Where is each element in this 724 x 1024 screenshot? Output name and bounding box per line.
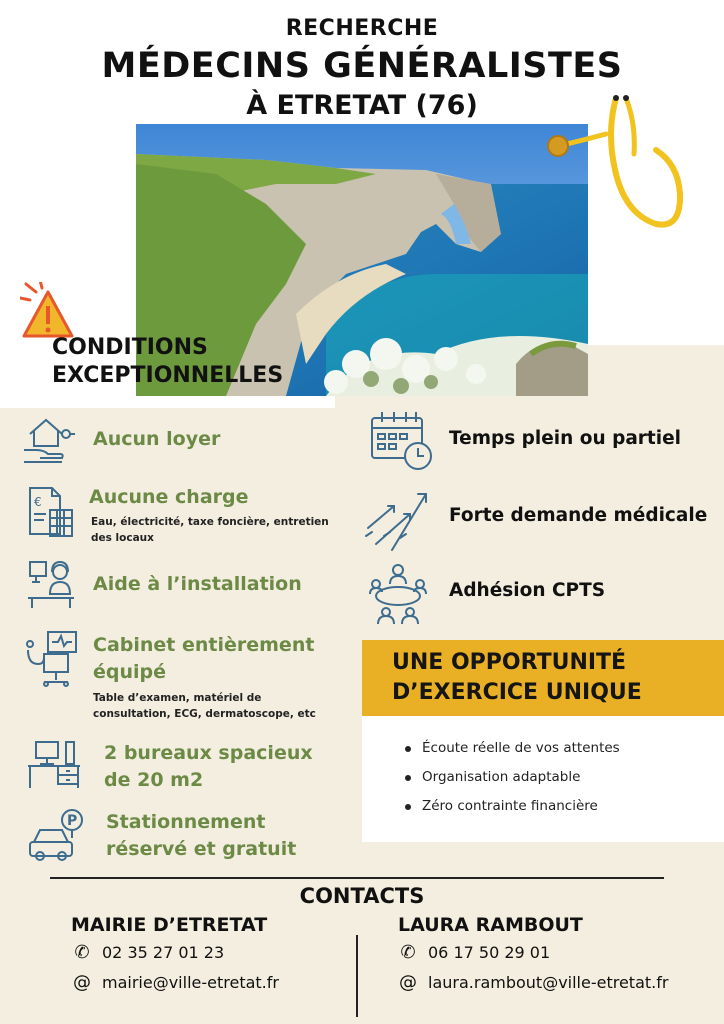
list-item: Zéro contrainte financière <box>422 792 620 821</box>
item-no-rent: Aucun loyer <box>93 428 221 450</box>
conditions-title <box>52 334 342 390</box>
medical-equipment-icon <box>26 630 80 692</box>
contact-left-email[interactable] <box>72 972 279 993</box>
header-line1: RECHERCHE <box>285 16 439 41</box>
support-agent-icon <box>26 558 76 614</box>
desk-computer-icon <box>26 738 82 792</box>
meeting-group-icon <box>368 562 428 630</box>
stethoscope-icon <box>546 94 686 248</box>
item-no-charges-details: Eau, électricité, taxe foncière, entretien des locaux <box>91 516 329 544</box>
item-cpts: Adhésion CPTS <box>449 580 606 601</box>
parking-car-icon <box>26 808 86 868</box>
opportunity-line1: UNE OPPORTUNITÉ <box>392 650 627 675</box>
calendar-clock-icon <box>368 410 434 476</box>
item-full-part-time: Temps plein ou partiel <box>449 428 682 449</box>
at-icon: @ <box>399 972 417 993</box>
arrows-growth-icon <box>364 488 432 558</box>
opportunity-title <box>392 648 642 708</box>
contact-left-email-text: mairie@ville-etretat.fr <box>102 973 279 992</box>
house-hand-icon <box>22 414 76 468</box>
invoice-calculator-icon <box>26 486 76 542</box>
phone-icon: ✆ <box>400 942 416 963</box>
contacts-vertical-divider <box>356 935 358 1017</box>
at-icon: @ <box>73 972 91 993</box>
svg-text:P: P <box>67 813 78 829</box>
list-item: Écoute réelle de vos attentes <box>422 734 620 763</box>
item-free-parking: Stationnement réservé et gratuit <box>106 811 297 860</box>
item-no-charges: Aucune charge <box>89 486 249 508</box>
header-title: MÉDECINS GÉNÉRALISTES <box>101 46 623 86</box>
contact-right-phone[interactable] <box>398 942 550 963</box>
phone-icon: ✆ <box>74 942 90 963</box>
item-equipped-office: Cabinet entièrement équipé <box>93 634 315 683</box>
item-medical-demand: Forte demande médicale <box>449 505 708 526</box>
contact-right-email[interactable] <box>398 972 668 993</box>
svg-text:€: € <box>34 495 42 509</box>
contact-right-name: LAURA RAMBOUT <box>398 914 583 936</box>
header-location: À ETRETAT (76) <box>246 90 478 121</box>
contacts-title: CONTACTS <box>299 884 425 908</box>
contacts-divider <box>50 877 664 879</box>
contact-right-email-text: laura.rambout@ville-etretat.fr <box>428 973 669 992</box>
contact-left-name: MAIRIE D’ETRETAT <box>71 914 268 936</box>
contact-right-phone-text: 06 17 50 29 01 <box>428 943 551 962</box>
conditions-title-line1: CONDITIONS <box>52 335 208 360</box>
conditions-title-line2: EXCEPTIONNELLES <box>52 363 284 388</box>
contact-left-phone-text: 02 35 27 01 23 <box>102 943 225 962</box>
list-item: Organisation adaptable <box>422 763 620 792</box>
opportunity-line2: D’EXERCICE UNIQUE <box>392 680 642 705</box>
item-installation-help: Aide à l’installation <box>93 573 302 595</box>
item-two-offices: 2 bureaux spacieux de 20 m2 <box>104 742 313 791</box>
opportunity-list-box <box>362 716 724 842</box>
item-equipped-office-details: Table d’examen, matériel de consultation, ECG, dermatoscope, etc <box>93 692 316 720</box>
contact-left-phone[interactable] <box>72 942 224 963</box>
